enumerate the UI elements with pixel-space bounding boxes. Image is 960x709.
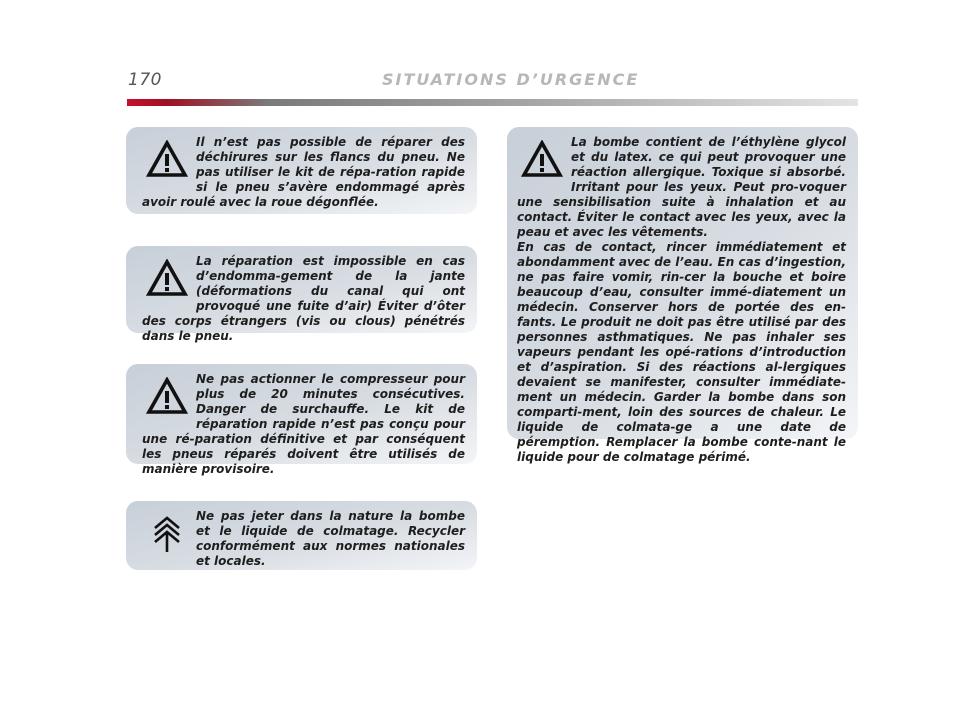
warning-box-sealant bbox=[507, 127, 858, 464]
warning-text-sealant-1: La bombe contient de l’éthylène glycol et du latex. ce qui peut provoquer une réaction allergique. Toxique si absorbé. Irritant pour les yeux. Peut pro-voquer une sensibilisation suite à inhalation et au contact. Éviter le contact avec les yeux, avec la peau et avec les vêtements. bbox=[517, 135, 846, 239]
environment-note-text: Ne pas jeter dans la nature la bombe et le liquide de colmatage. Recycler conformément aux normes nationales et locales. bbox=[196, 509, 465, 568]
section-title: SITUATIONS D’URGENCE bbox=[382, 70, 640, 89]
warning-text-sidewall: Il n’est pas possible de réparer des déchirures sur les flancs du pneu. Ne pas utiliser le kit de répa-ration rapide si le pneu s’avère endommagé après avoir roulé avec la roue dégonflée. bbox=[142, 135, 465, 209]
recycle-chevron-icon bbox=[146, 514, 188, 558]
warning-box-rim bbox=[126, 246, 477, 343]
page-number: 170 bbox=[128, 70, 162, 90]
warning-box-sidewall bbox=[126, 127, 477, 214]
warning-triangle-icon bbox=[521, 140, 563, 184]
warning-text-rim: La réparation est impossible en cas d’endomma-gement de la jante (déformations du canal qui ont provoqué une fuite d’air) Éviter d’ôter des corps étrangers (vis ou clous) pénétrés dans le pneu. bbox=[142, 254, 465, 343]
warning-box-compressor bbox=[126, 364, 477, 476]
warning-triangle-icon bbox=[146, 377, 188, 421]
header-rule bbox=[127, 99, 858, 106]
warning-triangle-icon bbox=[146, 259, 188, 303]
environment-note-box bbox=[126, 501, 477, 570]
warning-triangle-icon bbox=[146, 140, 188, 184]
warning-text-compressor: Ne pas actionner le compresseur pour plus de 20 minutes consécutives. Danger de surchauffe. Le kit de réparation rapide n’est pas conçu pour une ré-paration définitive et par conséquent les pneus réparés doivent être utilisés de manière provisoire. bbox=[142, 372, 465, 476]
warning-text-sealant-2: En cas de contact, rincer immédiatement et abondamment avec de l’eau. En cas d’ingestion, ne pas faire vomir, rin-cer la bouche et boire beaucoup d’eau, consulter immé-diatement un médecin. Conserver hors de portée des en-fants. Le produit ne doit pas être utilisé par des personnes asthmatiques. Ne pas inhaler ses vapeurs pendant les opé-rations d’introduction et d’aspiration. Si des réactions al-lergiques devaient se manifester, consulter immédiate-ment un médecin. Garder la bombe dans son comparti-ment, loin des sources de chaleur. Le liquide de colmata-ge a une date de péremption. Remplacer la bombe conte-nant le liquide pour de colmatage périmé. bbox=[517, 240, 846, 464]
